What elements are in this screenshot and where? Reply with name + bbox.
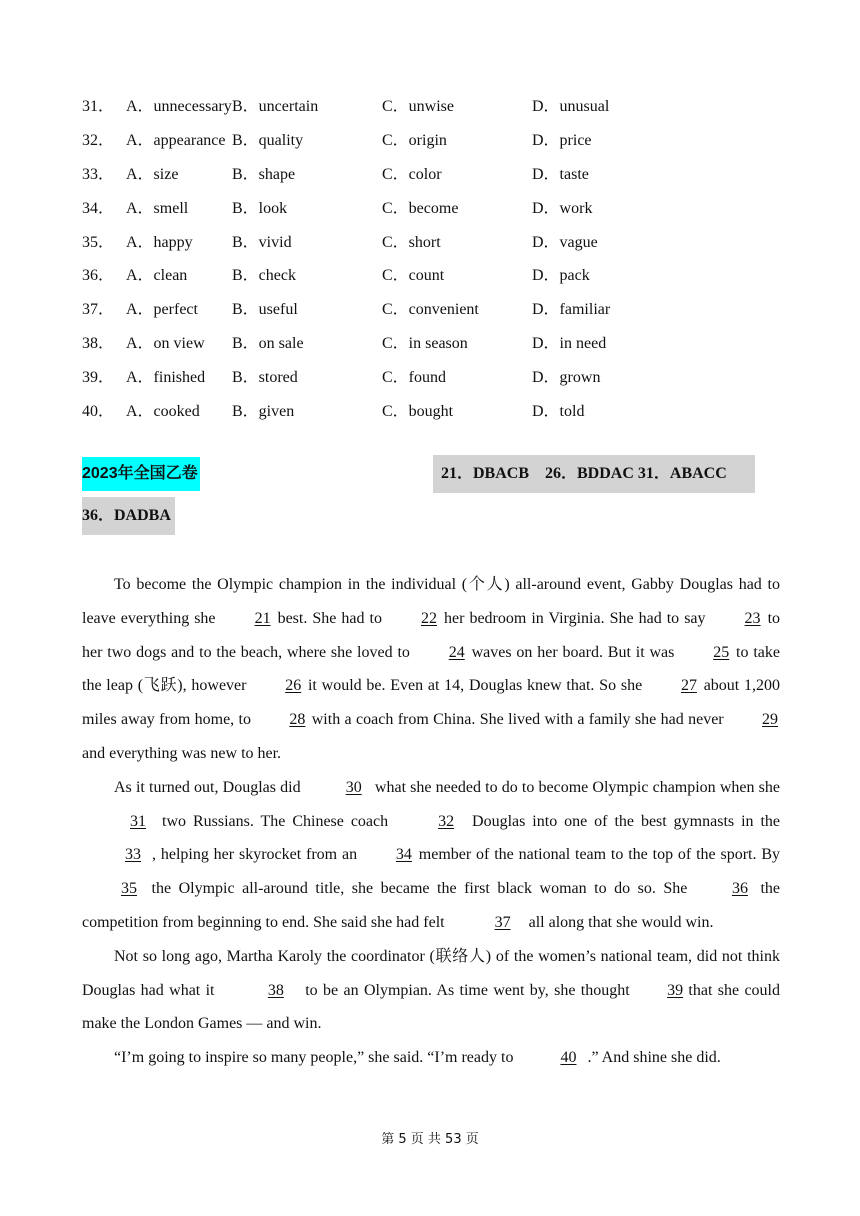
cloze-passage [82, 568, 780, 1075]
passage-text: to take the leap (飞跃), however [82, 643, 780, 695]
section-title: 2023年全国乙卷 [82, 457, 200, 491]
option-a: A．appearance [126, 132, 226, 150]
option-d: D．work [532, 199, 593, 217]
question-number: 34． [82, 199, 115, 217]
paragraph-3 [82, 940, 780, 1041]
option-a: A．cooked [126, 402, 200, 420]
option-row [82, 88, 652, 122]
option-row [82, 358, 652, 392]
option-a: A．on view [126, 334, 205, 352]
blank-25: 25 [713, 643, 730, 661]
passage-text: all along that she would win. [524, 913, 714, 931]
option-c: C．count [382, 267, 445, 285]
option-row [82, 156, 652, 190]
question-number: 38． [82, 334, 115, 352]
blank-23: 23 [744, 609, 761, 627]
blank-38: 38 [267, 981, 284, 999]
option-c: C．bought [382, 402, 454, 420]
blank-21: 21 [254, 609, 271, 627]
blank-26: 26 [285, 677, 302, 695]
blank-34: 34 [395, 846, 412, 864]
option-row [82, 392, 652, 426]
blank-32: 32 [438, 812, 455, 830]
question-number: 39． [82, 368, 115, 386]
passage-text: about 1,200 miles away from home, to [82, 677, 780, 729]
blank-27: 27 [680, 677, 697, 695]
options-list [82, 88, 652, 426]
option-c: C．in season [382, 334, 468, 352]
option-c: C．color [382, 165, 442, 183]
passage-text: , helping her skyrocket from an [152, 846, 362, 864]
option-d: D．taste [532, 165, 589, 183]
option-row [82, 291, 652, 325]
question-number: 31． [82, 98, 115, 116]
paragraph-1 [82, 568, 780, 771]
option-c: C．unwise [382, 98, 455, 116]
option-row [82, 122, 652, 156]
option-b: B．uncertain [232, 98, 319, 116]
passage-text: to her two dogs and to the beach, where she loved to [82, 609, 781, 661]
option-b: B．quality [232, 132, 304, 150]
blank-22: 22 [420, 609, 437, 627]
option-a: A．clean [126, 267, 188, 285]
passage-text: two Russians. The Chinese coach [162, 812, 396, 830]
option-a: A．perfect [126, 301, 198, 319]
option-b: B．useful [232, 301, 298, 319]
option-a: A．smell [126, 199, 189, 217]
option-row [82, 325, 652, 359]
option-c: C．short [382, 233, 441, 251]
option-c: C．origin [382, 132, 447, 150]
passage-text: Douglas into one of the best gymnasts in the [465, 812, 781, 830]
option-b: B．stored [232, 368, 298, 386]
question-number: 40． [82, 402, 115, 420]
option-b: B．on sale [232, 334, 304, 352]
option-d: D．pack [532, 267, 590, 285]
answer-key-line-2: 36．DADBA [82, 497, 175, 535]
passage-text: To become the Olympic champion in the individual (个人) all-around event, Gabby Douglas had to leave everything she [82, 576, 780, 627]
option-a: A．size [126, 165, 179, 183]
option-d: D．grown [532, 368, 601, 386]
page-footer: 第 5 页 共 53 页 [381, 1132, 479, 1147]
blank-39: 39 [667, 981, 684, 999]
option-row [82, 223, 652, 257]
passage-text: As it turned out, Douglas did [114, 778, 305, 796]
blank-24: 24 [448, 643, 465, 661]
question-number: 37． [82, 301, 115, 319]
blank-36: 36 [731, 880, 748, 898]
option-c: C．become [382, 199, 459, 217]
option-d: D．told [532, 402, 585, 420]
blank-35: 35 [121, 880, 137, 898]
passage-text: waves on her board. But it was [466, 643, 680, 661]
question-number: 36． [82, 267, 115, 285]
option-row [82, 189, 652, 223]
passage-text: the Olympic all-around title, she became the first black woman to do so. She [144, 880, 695, 898]
option-c: C．found [382, 368, 447, 386]
option-b: B．shape [232, 165, 296, 183]
option-a: A．unnecessary [126, 98, 232, 116]
passage-text: that she could make the London Games — and win. [82, 981, 781, 1033]
passage-text: to be an Olympian. As time went by, she thought [299, 981, 636, 999]
option-d: D．unusual [532, 98, 610, 116]
passage-text: with a coach from China. She lived with a family she had never [307, 711, 729, 729]
passage-text: it would be. Even at 14, Douglas knew that. So she [303, 677, 647, 695]
paragraph-2 [82, 771, 780, 940]
passage-text: best. She had to [272, 609, 387, 627]
blank-40: 40 [560, 1049, 577, 1067]
question-number: 35． [82, 233, 115, 251]
blank-37: 37 [494, 913, 511, 931]
passage-text: Not so long ago, Martha Karoly the coordinator (联络人) of the women’s national team, did not think Douglas had what it [82, 947, 780, 999]
blank-28: 28 [289, 711, 306, 729]
option-b: B．vivid [232, 233, 292, 251]
blank-31: 31 [130, 812, 146, 830]
option-d: D．in need [532, 334, 607, 352]
passage-text: .” And shine she did. [587, 1049, 721, 1067]
option-row [82, 257, 652, 291]
passage-text: and everything was new to her. [82, 744, 282, 762]
option-c: C．convenient [382, 301, 479, 319]
question-number: 32． [82, 132, 115, 150]
blank-33: 33 [125, 846, 141, 864]
answer-key-line-1: 21．DBACB 26．BDDAC 31．ABACC [433, 455, 755, 493]
blank-29: 29 [762, 711, 779, 729]
passage-text: her bedroom in Virginia. She had to say [438, 609, 711, 627]
option-d: D．familiar [532, 301, 611, 319]
passage-text: the competition from beginning to end. She said she had felt [82, 880, 781, 931]
option-a: A．happy [126, 233, 193, 251]
passage-text: what she needed to do to become Olympic champion when she [370, 778, 780, 796]
option-d: D．vague [532, 233, 598, 251]
option-b: B．check [232, 267, 296, 285]
passage-text: member of the national team to the top of the sport. By [413, 846, 781, 864]
option-d: D．price [532, 132, 592, 150]
passage-text: “I’m going to inspire so many people,” she said. “I’m ready to [114, 1049, 518, 1067]
paragraph-4 [82, 1041, 780, 1075]
option-b: B．look [232, 199, 288, 217]
option-a: A．finished [126, 368, 206, 386]
option-b: B．given [232, 402, 295, 420]
blank-30: 30 [345, 778, 362, 796]
question-number: 33． [82, 165, 115, 183]
